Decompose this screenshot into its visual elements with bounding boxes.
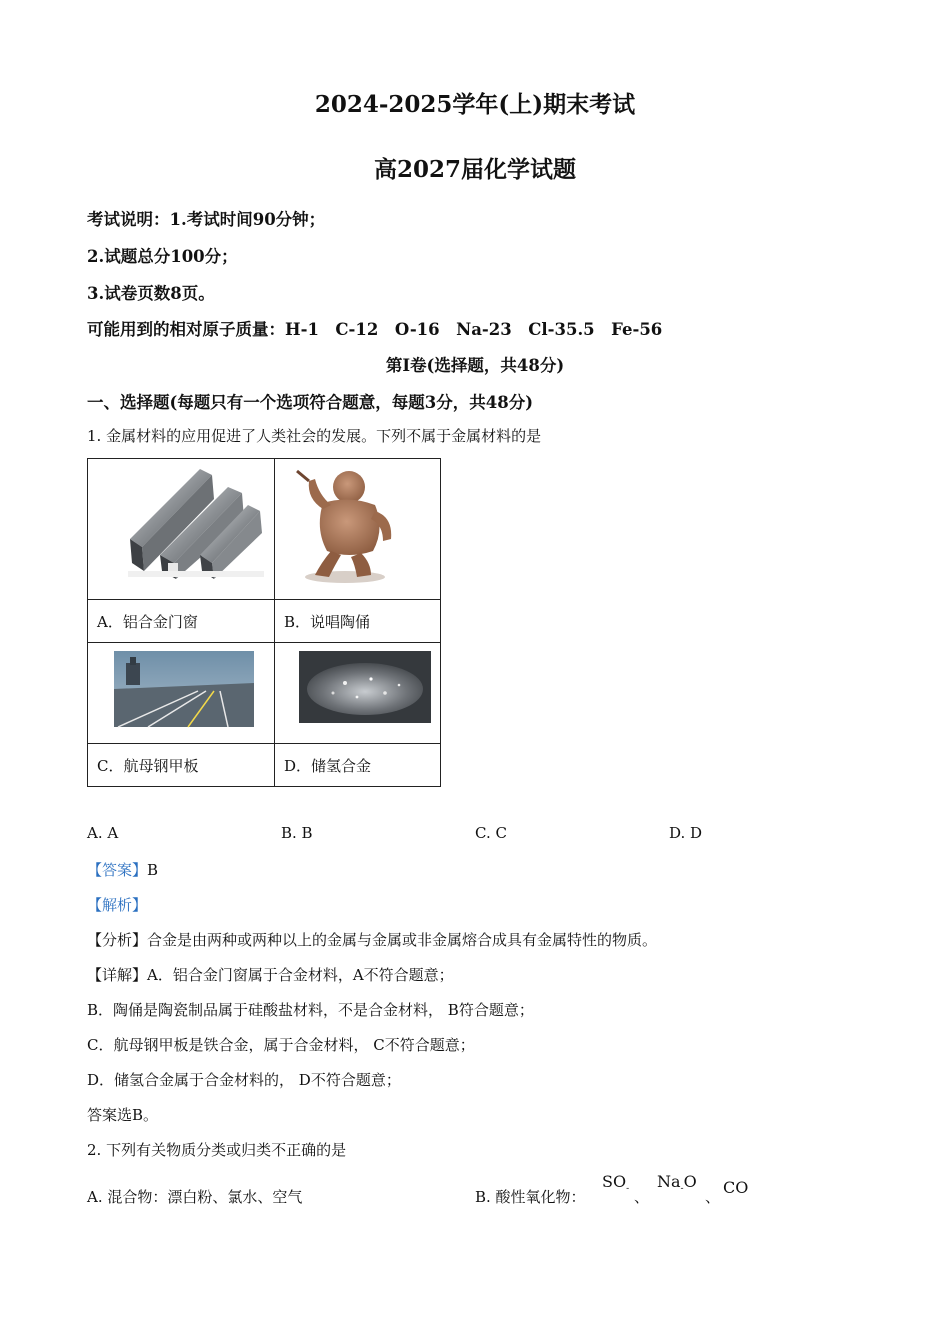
q1-answer-line bbox=[87, 859, 158, 880]
q1-option-b[interactable]: B. B bbox=[281, 824, 313, 842]
q2-formula-co: CO bbox=[723, 1178, 749, 1197]
exam-subtitle: 高2027届化学试题 bbox=[373, 156, 576, 183]
q2-option-b-label: B. 酸性氧化物： bbox=[475, 1188, 586, 1206]
q1-cell-d-image bbox=[275, 643, 441, 744]
q1-cell-c-label: C．航母钢甲板 bbox=[88, 744, 275, 787]
atomic-mass-line: 可能用到的相对原子质量：H-1 C-12 O-16 Na-23 Cl-35.5 Fe-56 bbox=[87, 320, 663, 339]
q1-cell-c-image bbox=[88, 643, 275, 744]
q1-detail-3: C．航母钢甲板是铁合金，属于合金材料， C不符合题意； bbox=[87, 1036, 475, 1054]
instruction-line-1: 考试说明：1.考试时间90分钟； bbox=[87, 210, 326, 229]
aluminum-profile-image bbox=[88, 459, 274, 599]
q2-formula-so: $SO_-$ bbox=[602, 1172, 630, 1194]
q1-option-c[interactable]: C. C bbox=[475, 824, 507, 842]
pottery-figurine-image bbox=[275, 459, 440, 599]
q1-cell-b-image bbox=[275, 459, 441, 600]
part-heading: 一、选择题(每题只有一个选项符合题意，每题3分，共48分) bbox=[87, 393, 534, 412]
q1-cell-a-image bbox=[88, 459, 275, 600]
q1-option-d[interactable]: D. D bbox=[669, 824, 703, 842]
q1-detail-4: D．储氢合金属于合金材料的， D不符合题意； bbox=[87, 1071, 401, 1089]
answer-value: B bbox=[147, 861, 159, 879]
instruction-line-3: 3.试卷页数8页。 bbox=[87, 284, 215, 303]
q2-separator-2: 、 bbox=[705, 1188, 721, 1206]
aircraft-carrier-image bbox=[88, 643, 274, 743]
instruction-line-2: 2.试题总分100分； bbox=[87, 247, 238, 266]
hydrogen-alloy-image bbox=[275, 643, 440, 743]
analysis-tag: 【解析】 bbox=[87, 896, 148, 914]
q1-image-table bbox=[87, 458, 441, 787]
q1-final-answer: 答案选B。 bbox=[87, 1106, 159, 1124]
q1-detail-2: B．陶俑是陶瓷制品属于硅酸盐材料，不是合金材料， B符合题意； bbox=[87, 1001, 534, 1019]
q2-stem: 2. 下列有关物质分类或归类不正确的是 bbox=[87, 1141, 347, 1159]
q1-stem: 1. 金属材料的应用促进了人类社会的发展。下列不属于金属材料的是 bbox=[87, 427, 542, 445]
q2-option-a[interactable]: A. 混合物：漂白粉、氯水、空气 bbox=[87, 1188, 303, 1206]
q1-cell-d-label: D．储氢合金 bbox=[275, 744, 441, 787]
q1-analysis-fenxi: 【分析】合金是由两种或两种以上的金属与金属或非金属熔合成具有金属特性的物质。 bbox=[87, 931, 658, 949]
answer-tag: 【答案】 bbox=[87, 861, 148, 879]
q1-cell-a-label: A．铝合金门窗 bbox=[88, 600, 275, 643]
q2-option-b[interactable] bbox=[475, 1186, 586, 1207]
volume-heading: 第I卷(选择题，共48分) bbox=[385, 356, 565, 375]
q1-cell-b-label: B．说唱陶俑 bbox=[275, 600, 441, 643]
q1-option-a[interactable]: A. A bbox=[87, 824, 119, 842]
q2-separator-1: 、 bbox=[634, 1188, 650, 1206]
q2-formula-nao: $Na_-O$ bbox=[657, 1172, 697, 1194]
q1-detail-1: 【详解】A．铝合金门窗属于合金材料，A不符合题意； bbox=[87, 966, 454, 984]
exam-title: 2024-2025学年(上)期末考试 bbox=[314, 91, 636, 118]
